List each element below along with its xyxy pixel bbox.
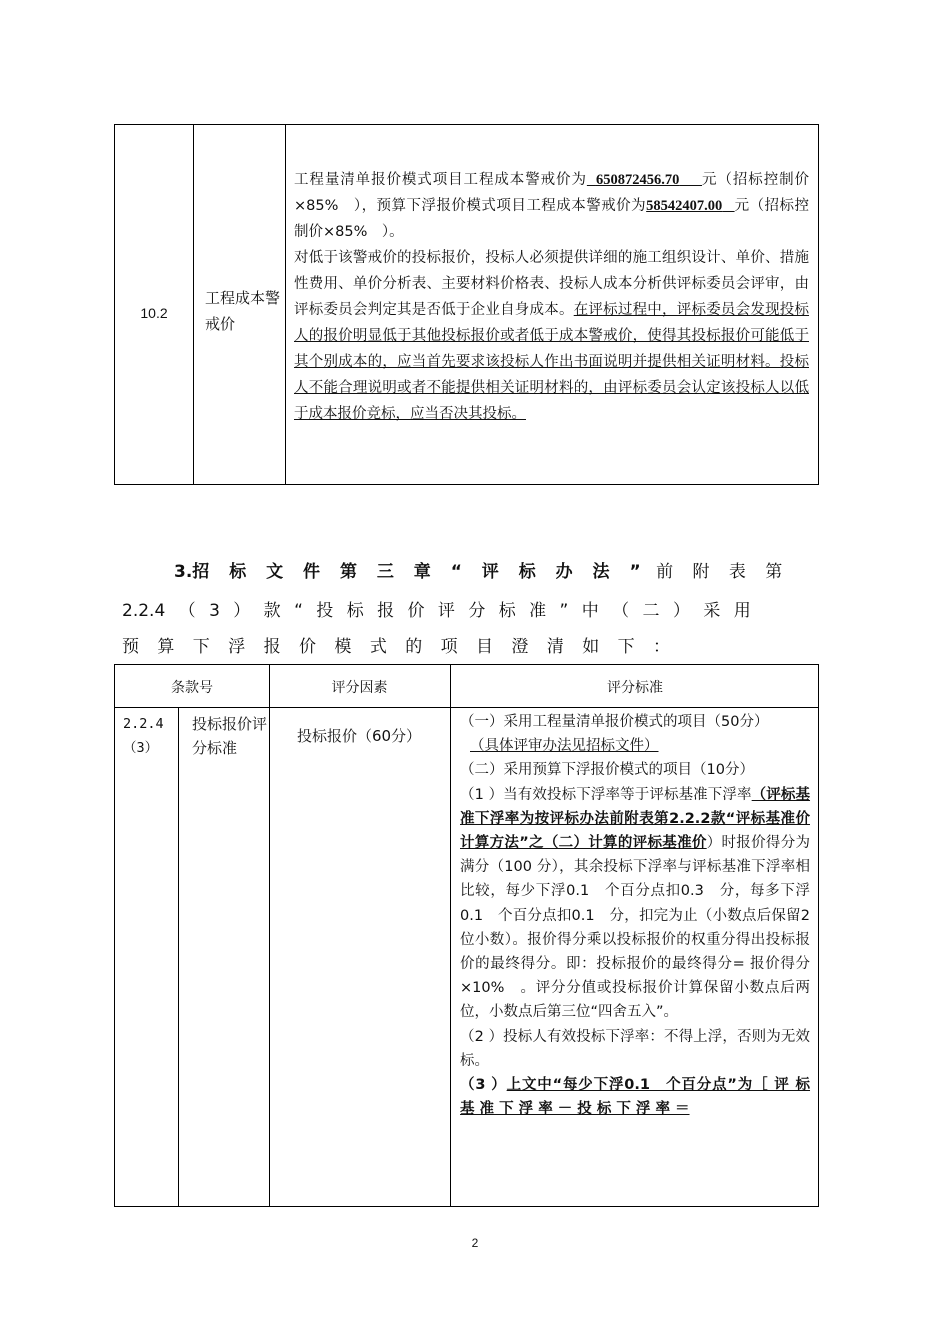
table-divider <box>178 707 179 1206</box>
row-label: 工程成本警戒价 <box>205 289 281 333</box>
clarification-heading-line1: 3.招 标 文 件 第 三 章 “ 评 标 办 法 ” 前 附 表 第 <box>174 562 783 582</box>
table-engineering-cost-warning <box>114 124 819 485</box>
paragraph-warning-price: 工程量清单报价模式项目工程成本警戒价为 650872456.70 元（招标控制价×85% ），预算下浮报价模式项目工程成本警戒价为58542407.00 元（招标控制价×85% ）。 <box>294 172 810 240</box>
header-standard: 评分标准 <box>607 680 663 696</box>
page-number: 2 <box>471 1236 479 1250</box>
clarification-heading-line3: 预 算 下 浮 报 价 模 式 的 项 目 澄 清 如 下 ： <box>122 637 671 657</box>
header-clause: 条款号 <box>171 680 213 696</box>
amount-bill-of-quantities: 650872456.70 <box>595 172 680 188</box>
row-number: 10.2 <box>140 305 168 321</box>
table-divider <box>285 125 286 484</box>
table-scoring-criteria <box>114 664 819 1207</box>
table-divider <box>450 665 451 1206</box>
scoring-factor: 投标报价评分标准 <box>192 715 268 757</box>
clarification-heading-line2: 2.2.4 （ 3 ） 款 “ 投 标 报 价 评 分 标 准 ” 中 （ 二 ） 采 用 <box>122 601 751 621</box>
row-content <box>294 167 809 427</box>
table-header-divider <box>115 707 818 708</box>
table-divider <box>193 125 194 484</box>
paragraph-low-bid: 对低于该警戒价的投标报价，投标人必须提供详细的施工组织设计、单价、措施性费用、单价分析表、主要材料价格表、投标人成本分析供评标委员会评审，由评标委员会判定其是否低于企业自身成本。在评标过程中，评标委员会发现投标人的报价明显低于其他投标报价或者低于成本警戒价，使得其投标报价可能低于其个别成本的，应当首先要求该投标人作出书面说明并提供相关证明材料。投标人不能合理说明或者不能提供相关证明材料的，由评标委员会认定该投标人以低于成本报价竞标，应当否决其投标。 <box>294 250 810 422</box>
header-factor: 评分因素 <box>331 680 388 696</box>
sub-factor: 投标报价（60分） <box>296 727 422 745</box>
clause-number: 2.2.4（3） <box>123 716 164 756</box>
amount-budget-float: 58542407.00 <box>646 198 723 214</box>
scoring-standard: （一）采用工程量清单报价模式的项目（50分） （具体评审办法见招标文件） （二）采用预算下浮报价模式的项目（10分） （1 ）当有效投标下浮率等于评标基准下浮率（评标基准下浮率为按评标办法前附表第2.2.2款“评标基准价计算方法”之（二）计算的评标基准价）时报价得分为满分（100 分），其余投标下浮率与评标基准下浮率相比较，每少下浮0.1 个百分点扣0.3 分，每多下浮0.1 个百分点扣0.1 分，扣完为止（小数点后保留2位小数）。报价得分乘以投标报价的权重分得出投标报价的最终得分。即：投标报价的最终得分= 报价得分×10% 。评分分值或投标报价计算保留小数点后两位，小数点后第三位“四舍五入”。 （2 ）投标人有效投标下浮率：不得上浮，否则为无效标。 （3 ）上文中“每少下浮0.1 个百分点”为［ 评 标 基 准 下 浮 率 － 投 标 下 浮 率 ＝ <box>460 714 811 1118</box>
